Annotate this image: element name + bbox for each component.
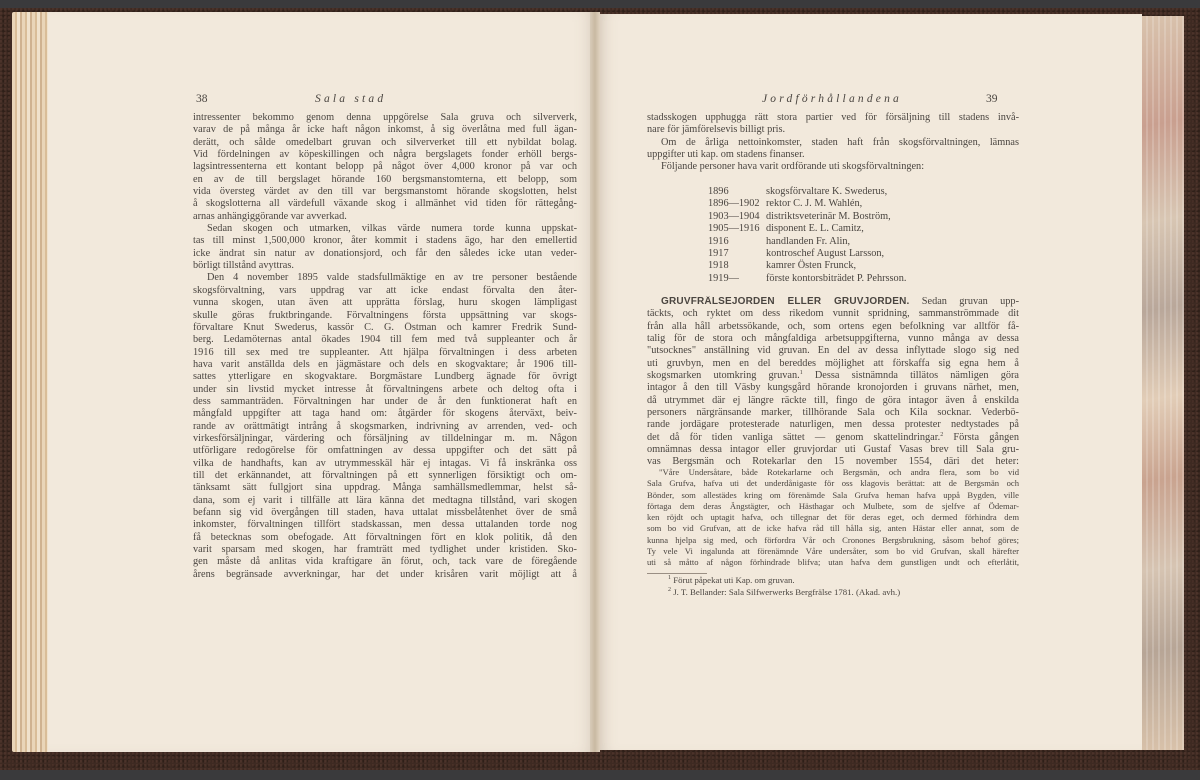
text-line: rande jordägare protesterade naturligen, men dessa protester nedtystades på	[647, 419, 1019, 431]
text-line: å skogslotterna all värdefull växande skog i allmänhet vid tiden för rättegång-	[193, 198, 577, 210]
text-line: årens begränsade avverkningar, har det under krisåren varit möjligt att å	[193, 568, 577, 580]
marbled-page-edges-right	[1140, 16, 1184, 750]
text-line: vilka de handhafts, kan av utrymmesskäl här ej intagas. Vi få inskränka oss	[193, 457, 577, 469]
text-line: inkomster, förvaltningen tillfört stadskassan, men dessa uttalanden torde nog	[193, 519, 577, 531]
text-line: från alla håll arbetssökande, och, som ortens egen befolkning var alltför få-	[647, 320, 1019, 332]
text-line: Följande personer hava varit ordförande uti skogsförvaltningen:	[661, 161, 925, 173]
quote-line: "Våre Undersåtare, både Rotekarlarne och Bergsmän, och andra flera, som bo vid	[659, 467, 1019, 477]
text-line: lagsintressenterna ett kontant belopp på något över 4,000 kronor på var och	[193, 161, 577, 173]
text-line: Sedan skogen och utmarken, vilkas värde numera torde kunna uppskat-	[207, 223, 577, 235]
text-line: befann sig vid övergången till staden, hava uttalat missbelåtenhet över de små	[193, 507, 577, 518]
text-line: rande av orättmätigt intrång å skogsmarken, indrivning av arrenden, ved- och	[193, 420, 577, 432]
chairman-years: 1918	[708, 260, 729, 272]
chairman-name: handlanden Fr. Alin,	[766, 235, 851, 247]
chairmen-list	[708, 186, 906, 285]
footnote: $^2$ J. T. Bellander: Sala Silfwerwerks Bergfrälse 1781. (Akad. avh.)	[668, 586, 901, 597]
chairman-row	[708, 211, 906, 223]
text-line: varav de på många år icke haft någon inkomst, å sig överlåtna med full ägan-	[193, 124, 577, 136]
text-line: skogsmarken utomkring gruvan.$^1$ Dessa sistnämnda tillätos nämligen göra	[647, 370, 1019, 382]
text-line: vunna skogen, utan även att upprätta förslag, huru skogen lämpligast	[193, 297, 577, 309]
chairman-name: skogsförvaltare K. Swederus,	[766, 186, 888, 197]
footnote-rule	[647, 573, 707, 574]
text-line: GRUVFRÄLSEJORDEN ELLER GRUVJORDEN. Sedan gruvan upp-	[661, 296, 1019, 307]
chairman-row	[708, 223, 906, 235]
footnote: $^1$ Förut påpekat uti Kap. om gruvan.	[668, 575, 795, 585]
text-line: det då för tiden vanliga sättet — genom skattelindringar.$^2$ Första gången	[647, 431, 1019, 443]
text-line: intagor å den till Väsby kungsgård hörande kronojorden i gruvans närhet, men,	[647, 382, 1019, 394]
chairman-years: 1919—	[708, 272, 739, 284]
text-line: då utrymmet där ej längre räckte till, fingo de göra intagor även å enskilda	[647, 394, 1019, 406]
quote-line: förtaga dem deras Ängstägter, och Hästhagar och Mulbete, som de sjelfve af Ödemar-	[647, 500, 1019, 511]
chairman-name: kamrer Östen Frunck,	[766, 260, 857, 272]
chairman-name: kontroschef August Larsson,	[766, 248, 885, 260]
text-line: dess sammanträden. Förvaltningen har under de år den funktionerat haft en	[193, 395, 577, 407]
text-line: stadsskogen upphugga rätt stora partier ved för försäljning till stadens invå-	[647, 112, 1019, 123]
gruvjorden-section	[647, 296, 1019, 469]
text-line: virkesförsäljningar, värdering och försäljning av tilldelningar m. m. Någon	[193, 432, 577, 444]
quote-line: kunna hjelpa sig med, och förfordra Vår och Cronones Bergsbrukning, såsom behof göres;	[647, 534, 1019, 545]
text-line: få betecknas som obefogade. Att förvaltningen fört en klok politik, då den	[193, 531, 577, 543]
text-line: dana, som ej varit i tillfälle att lära känna det medtagna tillstånd, vari skogen	[193, 494, 577, 506]
chairman-row	[708, 198, 906, 210]
left-page-number: 38	[196, 93, 208, 105]
quote-line: Sala Grufva, hafva uti det underdånigaste för oss klagovis berättat: att de Bergsmän och	[647, 478, 1019, 489]
text-line: vas Bergsmän och Rotekarlar den 15 november 1554, däri det heter:	[647, 456, 1019, 468]
text-line: Vid fördelningen av köpeskillingen och några bergslagets fonder erhöll bergs-	[193, 149, 577, 161]
text-line: skogsförvaltning, vars uppdrag var att icke endast förvalta den åter-	[193, 284, 577, 296]
text-line: personers närgränsande marker, tillhörande Sala och Kila socknar. Vederbö-	[647, 407, 1019, 419]
text-line: till det erkännandet, att förvaltningen på ett synnerligen försiktigt och om-	[193, 469, 577, 481]
footnote-ref[interactable]: 2	[940, 431, 944, 438]
chairman-row	[708, 248, 906, 260]
text-line: tas till minst 1,500,000 kronor, åter kommit i stadens ägo, har den emellertid	[193, 235, 577, 247]
text-line: uppgifter uti kap. om stadens finanser.	[647, 149, 805, 161]
text-line: förvaltare Knut Swederus, kassör C. G. Östman och kamrer Fredrik Sund-	[193, 321, 577, 333]
chairman-years: 1916	[708, 235, 729, 247]
quote-line: ken röjdt och uptagit hafva, och tillegnar det för deras eget, och dermed förhindra dem	[647, 512, 1019, 523]
left-running-title: Sala stad	[315, 93, 387, 105]
text-line: Den 4 november 1895 valde stadsfullmäktige en av tre personer bestående	[207, 272, 577, 284]
text-line: Om de årliga nettoinkomster, staden haft från skogsförvaltningen, lämnas	[661, 136, 1019, 148]
text-line: "utsocknes" anställning vid gruvan. En del av dessa inflyttade slogo sig ned	[647, 345, 1019, 357]
chairman-name: disponent E. L. Camitz,	[766, 223, 864, 235]
gustaf-vasa-quote	[647, 467, 1019, 569]
section-heading: GRUVFRÄLSEJORDEN ELLER GRUVJORDEN.	[661, 296, 910, 307]
chairman-name: rektor C. J. M. Wahlén,	[766, 198, 863, 210]
chairman-row	[708, 236, 906, 248]
text-line: hava varit anställda dels en jägmästare och dels en skogvaktare; år 1906 till-	[193, 358, 577, 370]
text-line: skulle göras fruktbringande. Förvaltningens första uppsättning var skogs-	[193, 309, 577, 321]
chairman-years: 1896—1902	[708, 198, 760, 210]
text-line: utförligare redogörelse för omfattningen av dessa uppgifter och det sätt på	[193, 445, 577, 457]
text-line: icke ändrat sin natur av donationsjord, och får den således icke utan veder-	[193, 247, 577, 259]
text-line: intressenter bekommo genom denna uppgörelse Sala gruva och silververk,	[193, 112, 577, 123]
text-line: nare för jämförelsevis billigt pris.	[647, 124, 786, 136]
text-line: arnas anhängiggörande var avverkad.	[193, 210, 347, 222]
chairman-years: 1903—1904	[708, 210, 760, 222]
text-line: täckts, och ryktet om dess rikedom vunnit spridning, sammanströmmade dit	[647, 308, 1019, 320]
quote-line: uti så måtto af någon förhindrade blifva; utan hafva dem gunstligen undt och efterlåtit,	[647, 557, 1019, 568]
text-line: berg. Ledamöternas antal ökades 1904 till fem med två suppleanter och år	[193, 334, 577, 346]
text-line: talig för de stora och mångfaldiga arbetsuppgifterna, vunno många av dessa	[647, 333, 1019, 345]
chairman-name: förste kontorsbiträdet P. Pehrsson.	[766, 272, 907, 284]
quote-line: Ty vele Vi ingalunda att förenämnde Våre undersåter, som bo vid Grufvan, skall härefter	[647, 546, 1019, 557]
text-line: omnämnas dessa intagor eller gruvjordar uti Gustaf Vasas brev till Sala gru-	[647, 444, 1019, 456]
text-line: 1916 till sex med tre suppleanter. Att hjälpa förvaltningen i dess arbeten	[193, 346, 577, 358]
chairman-years: 1917	[708, 248, 729, 260]
right-running-title: Jordförhållandena	[762, 93, 903, 105]
text-line: sattes ytterligare en skogvaktare. Borgmästare Lundberg ägnade för övrigt	[193, 371, 577, 383]
left-page-body	[193, 112, 577, 581]
text-line: börligt tillstånd avyttras.	[193, 260, 294, 272]
text-line: under sin livstid mycket intresse åt förvaltningens arbete och deltog ofta i	[193, 383, 577, 395]
text-line: uti gruvbyn, men en del bereddes möjlighet att förskaffa sig egna hem å	[647, 357, 1019, 369]
chairman-name: distriktsveterinär M. Boström,	[766, 210, 891, 222]
chairman-row	[708, 260, 906, 272]
chairman-row	[708, 186, 906, 198]
text-line: en av de till bergslaget hörande 160 bergsmanstomterna, ett belopp, som	[193, 173, 577, 185]
footnote-ref[interactable]: 1	[799, 370, 803, 377]
quote-line: som bo vid Grufvan, att de icke hafva råd till hålla sig, anten Hästar eller annat, som de	[647, 523, 1019, 534]
text-line: mångfald uppgifter att taga hand om: åtgärder för skogens återväxt, beiv-	[193, 408, 577, 420]
chairman-row	[708, 273, 906, 285]
text-line: tänksamt sätt fullgjort sina uppdrag. Många samhällsmedlemmar, helst så-	[193, 482, 577, 494]
text-line: gen måste då anlitas vida kraftigare än förut, och, tack vare de föregående	[193, 556, 577, 568]
right-intro	[647, 112, 1019, 174]
text-line: varit sparsam med skogen, har framträtt med tydlighet under kristiden. Sko-	[193, 544, 577, 556]
text-line: derätt, och sålde omedelbart gruvan och silververket till ett nybildat bolag.	[193, 136, 577, 148]
chairman-years: 1905—1916	[708, 223, 760, 235]
quote-line: Bönder, som allestädes kring om förenämde Sala Grufva heman hafva uppå Bygden, ville	[647, 489, 1019, 500]
footnotes	[668, 575, 900, 598]
book-gutter	[590, 12, 600, 752]
chairman-years: 1896	[708, 186, 729, 197]
page-edges-left	[12, 12, 52, 752]
text-line: vida översteg värdet av den till var bergsmanstomt hörande skogslotten, helst	[193, 186, 577, 198]
right-page-number: 39	[986, 93, 998, 105]
